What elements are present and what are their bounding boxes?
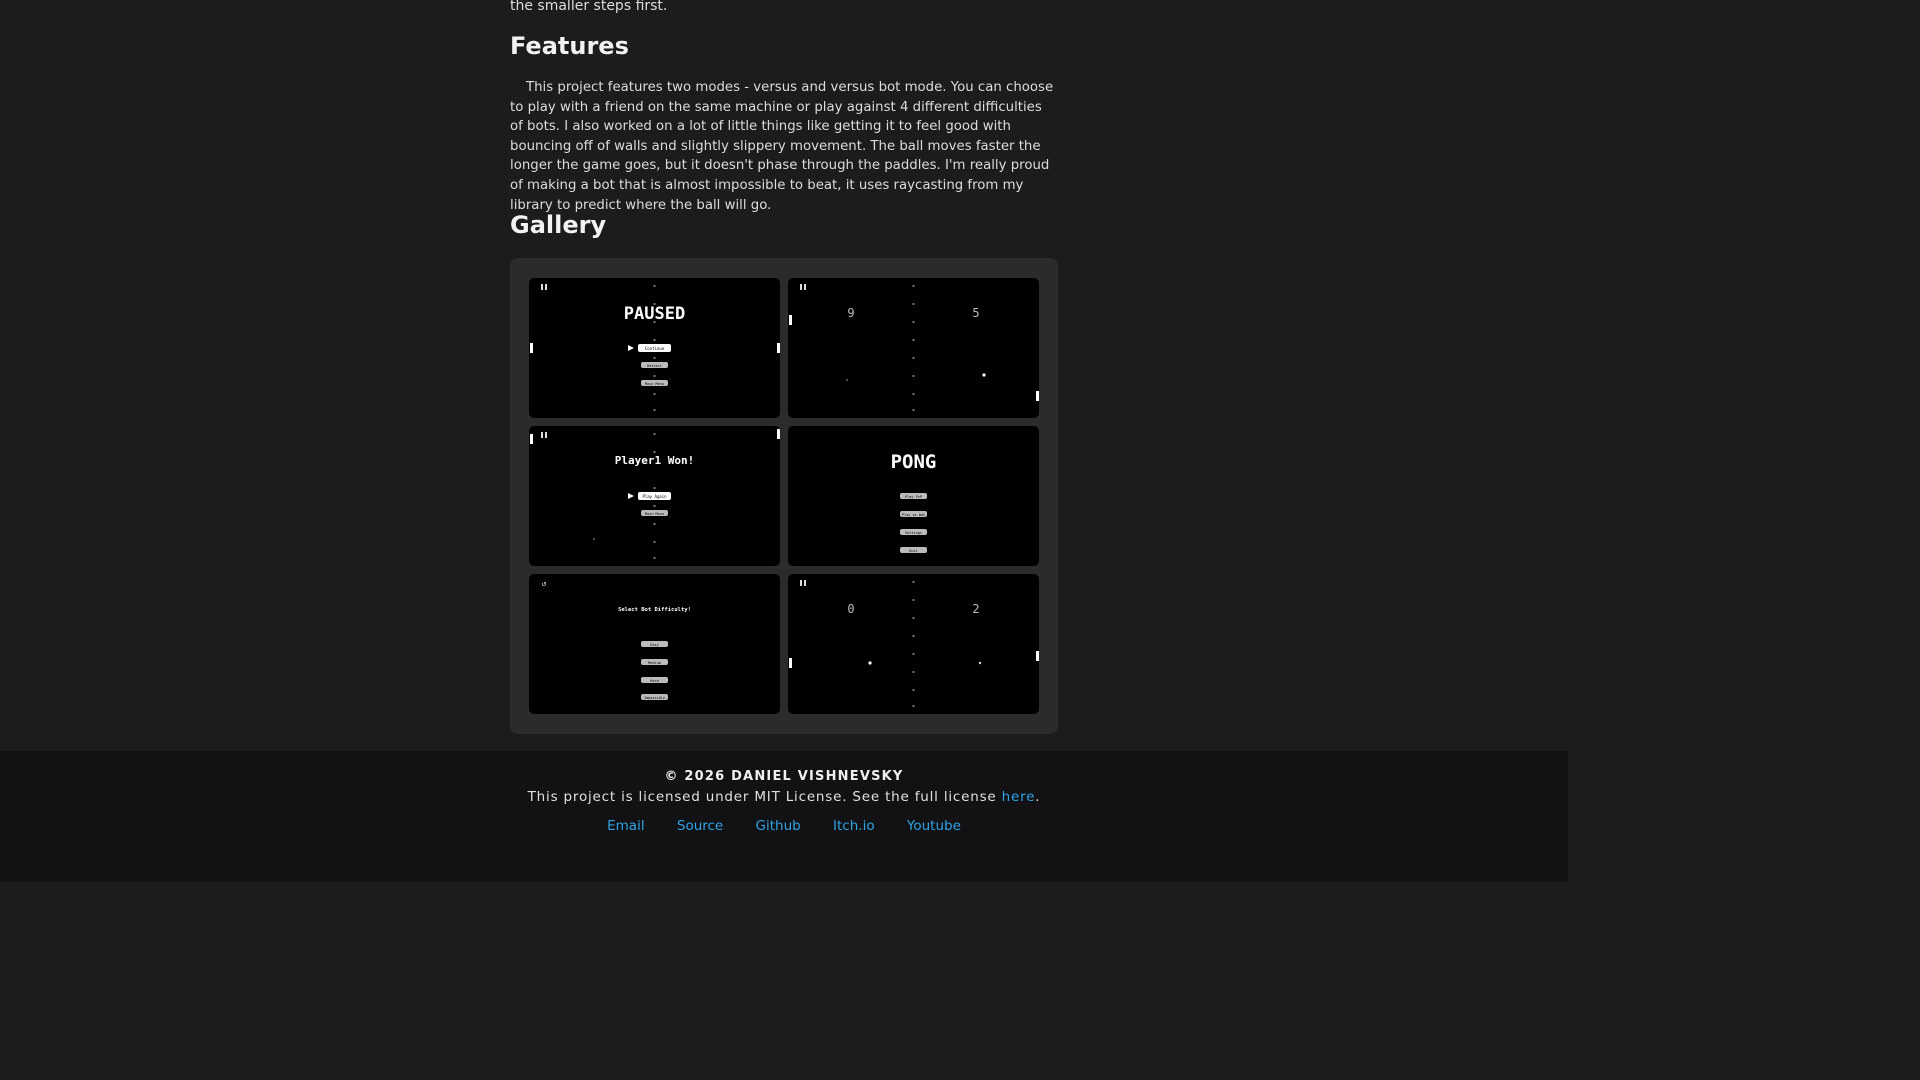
footer (0, 751, 1568, 882)
license-text: This project is licensed under MIT License. See the full license here. (527, 789, 1041, 805)
copyright: © 2026 DANIEL VISHNEVSKY (664, 769, 904, 784)
svg-text:Hard: Hard (650, 679, 659, 683)
center-net (913, 285, 915, 411)
ball (982, 373, 985, 376)
svg-text:Medium: Medium (648, 661, 661, 665)
center-net (913, 581, 915, 707)
gallery-image-main-menu[interactable] (788, 426, 1039, 566)
features-heading: Features (510, 32, 629, 60)
score-right: 2 (972, 602, 980, 616)
previous-paragraph-tail: the smaller steps first. (510, 0, 668, 14)
svg-text:Settings: Settings (905, 531, 922, 535)
footer-link-itchio[interactable]: Itch.io (833, 818, 875, 834)
back-icon: ↺ (541, 579, 547, 588)
svg-text:Quit: Quit (909, 549, 918, 553)
footer-link-youtube[interactable]: Youtube (906, 818, 961, 834)
pause-icon (800, 580, 806, 586)
score-left: 0 (847, 602, 855, 616)
shot-title: Player1 Won! (614, 454, 695, 467)
ball (868, 661, 871, 664)
menu-cursor-icon (628, 345, 634, 351)
shot-title: PONG (890, 451, 937, 473)
svg-text:Play PvP: Play PvP (905, 495, 922, 499)
footer-links (0, 818, 1568, 834)
footer-link-email[interactable]: Email (607, 818, 645, 834)
gallery-heading: Gallery (510, 211, 607, 239)
license-link[interactable]: here (1001, 789, 1036, 805)
right-paddle (1036, 391, 1039, 401)
svg-text:Continue: Continue (644, 346, 665, 351)
footer-link-github[interactable]: Github (755, 818, 801, 834)
left-paddle (530, 343, 533, 353)
svg-text:Play vs bot: Play vs bot (901, 513, 926, 517)
right-paddle (777, 343, 780, 353)
pause-icon (541, 432, 547, 438)
left-paddle (789, 315, 792, 325)
left-paddle (789, 658, 792, 668)
score-left: 9 (847, 306, 855, 320)
left-paddle (530, 434, 533, 444)
gallery-image-bot-difficulty[interactable] (529, 574, 780, 714)
svg-text:Play Again: Play Again (642, 494, 667, 499)
svg-text:Easy: Easy (650, 643, 659, 647)
right-paddle (777, 429, 780, 439)
menu-cursor-icon (628, 493, 634, 499)
gallery-grid (510, 258, 1058, 734)
gallery-image-score-0-2[interactable] (788, 574, 1039, 714)
gallery-image-player-won[interactable] (529, 426, 780, 566)
shot-title: PAUSED (623, 304, 686, 324)
footer-link-source[interactable]: Source (676, 818, 724, 834)
svg-text:Restart: Restart (647, 364, 662, 368)
shot-title: Select Bot Difficulty! (618, 607, 691, 613)
gallery-image-paused[interactable] (529, 278, 780, 418)
svg-text:Main Menu: Main Menu (645, 382, 664, 386)
svg-text:Impossible: Impossible (643, 696, 666, 700)
pause-icon (800, 284, 806, 290)
gallery-image-score-9-5[interactable] (788, 278, 1039, 418)
pause-icon (541, 284, 547, 290)
right-paddle (1036, 651, 1039, 661)
svg-text:Main Menu: Main Menu (645, 512, 664, 516)
features-paragraph: This project features two modes - versus and versus bot mode. You can choose to play with a friend on the same machine or play against 4 different difficulties of bots. I also worked on a lot of little things like getting it to feel good with bouncing off of walls and slightly slippery movement. The ball moves faster the longer the game goes, but it doesn't phase through the paddles. I'm really proud of making a bot that is almost impossible to beat, it uses raycasting from my library to predict where the ball will go. (510, 80, 1054, 213)
score-right: 5 (972, 306, 980, 320)
